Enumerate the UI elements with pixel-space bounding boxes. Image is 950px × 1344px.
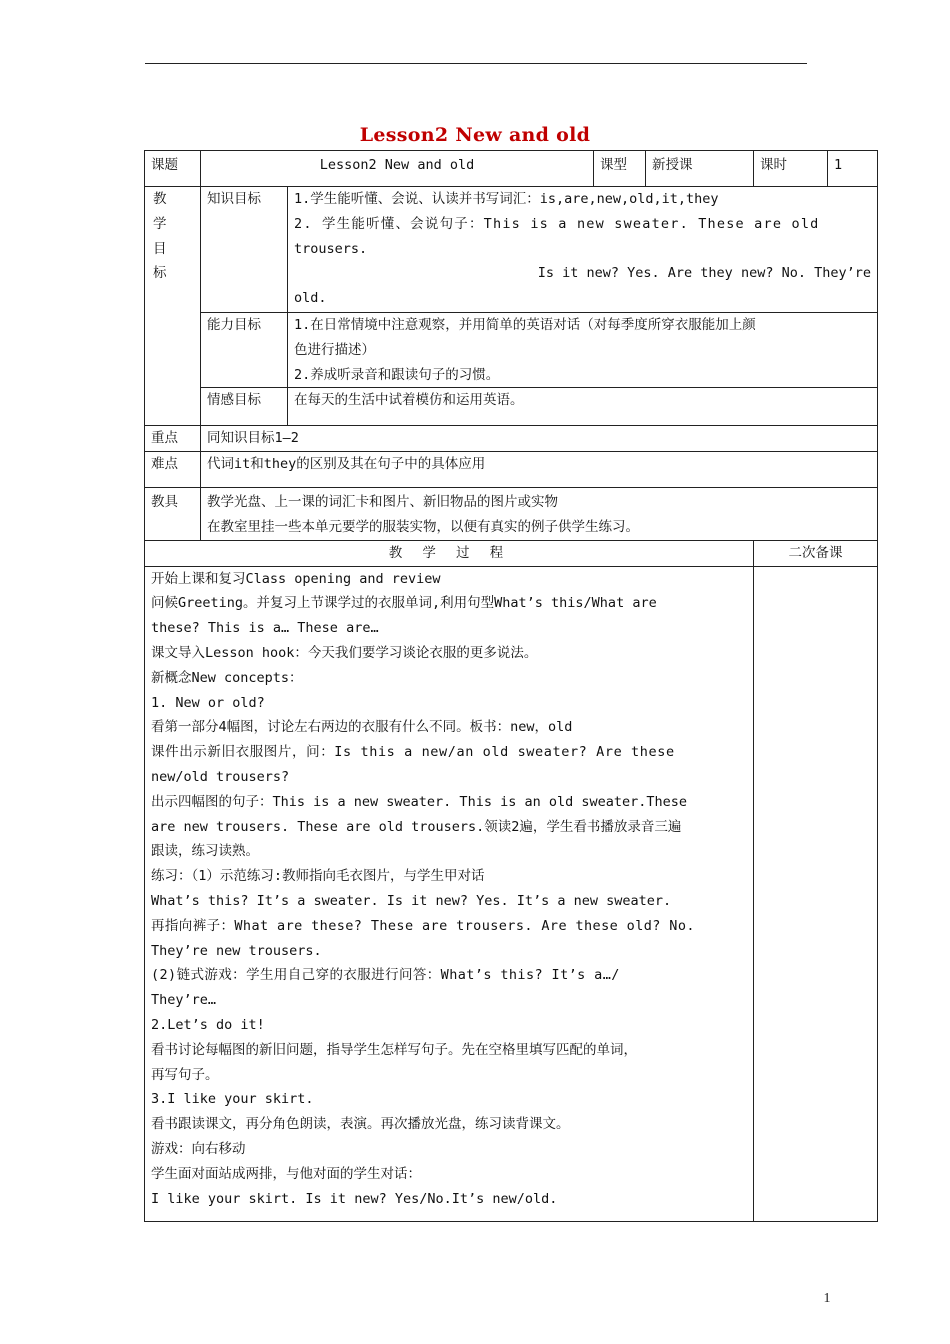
page-number: 1 [823, 1291, 831, 1306]
knowledge-line: 2. 学生能听懂、会说句子：This is a new sweater. These are old [294, 215, 820, 232]
ability-goal-content [288, 313, 878, 388]
process-line: 看第一部分4幅图，讨论左右两边的衣服有什么不同。板书：new，old [151, 719, 573, 736]
tools-line: 教学光盘、上一课的词汇卡和图片、新旧物品的图片或实物 [207, 494, 558, 511]
tools-line: 在教室里挂一些本单元要学的服装实物，以便有真实的例子供学生练习。 [207, 518, 639, 535]
knowledge-line: old. [294, 290, 327, 307]
process-line: 跟读，练习读熟。 [151, 843, 259, 860]
emotion-goal-label: 情感目标 [201, 388, 288, 426]
process-line: 游戏：向右移动 [151, 1140, 246, 1157]
header-rule [145, 63, 807, 64]
goals-char: 目 [153, 240, 167, 257]
process-line: 出示四幅图的句子：This is a new sweater. This is an old sweater.These [151, 793, 688, 810]
header-row [145, 151, 878, 187]
goals-char: 教 [153, 191, 167, 207]
process-line: (2)链式游戏：学生用自己穿的衣服进行问答：What’s this? It’s a…/ [151, 967, 620, 984]
key-point-row [145, 426, 878, 452]
key-point-label: 重点 [145, 426, 201, 452]
difficulty-label: 难点 [145, 452, 201, 488]
process-line: They’re new trousers. [151, 942, 322, 959]
tools-content [201, 488, 878, 541]
process-line: 3.I like your skirt. [151, 1091, 314, 1108]
key-point-value: 同知识目标1—2 [201, 426, 878, 452]
process-line: 学生面对面站成两排，与他对面的学生对话： [151, 1165, 421, 1182]
process-line: What’s this? It’s a sweater. Is it new? Yes. It’s a new sweater. [151, 892, 672, 909]
process-line: 再指向裤子：What are these? These are trousers. Are these old? No. [151, 917, 695, 934]
topic-label: 课题 [145, 151, 201, 187]
process-line: 课文导入Lesson hook：今天我们要学习谈论衣服的更多说法。 [151, 644, 538, 661]
ability-line: 1.在日常情境中注意观察，并用简单的英语对话（对每季度所穿衣服能加上颜 [294, 317, 756, 333]
tools-label: 教具 [145, 488, 201, 541]
process-line: I like your skirt. Is it new? Yes/No.It’s new/old. [151, 1190, 558, 1207]
process-heading: 教 学 过 程 [145, 540, 754, 566]
teaching-goals-label [145, 187, 201, 426]
process-line: 2.Let’s do it! [151, 1016, 265, 1033]
knowledge-goal-label: 知识目标 [201, 187, 288, 313]
emotion-goal-content: 在每天的生活中试着模仿和运用英语。 [288, 388, 878, 426]
type-value: 新授课 [646, 151, 754, 187]
process-heading-row [145, 540, 878, 566]
process-line: 再写句子。 [151, 1066, 219, 1083]
document-title: Lesson2 New and old [359, 124, 591, 146]
periods-value: 1 [828, 151, 878, 187]
ability-line: 2.养成听录音和跟读句子的习惯。 [294, 366, 500, 383]
goals-char: 标 [153, 265, 167, 282]
ability-goal-row [145, 313, 878, 388]
difficulty-value: 代词it和they的区别及其在句子中的具体应用 [201, 452, 878, 488]
goals-char: 学 [153, 215, 167, 232]
revision-heading: 二次备课 [754, 540, 878, 566]
process-row [145, 566, 878, 1221]
process-line: 看书跟读课文，再分角色朗读，表演。再次播放光盘，练习读背课文。 [151, 1116, 570, 1133]
lesson-plan-table [144, 150, 878, 1222]
periods-label: 课时 [754, 151, 828, 187]
knowledge-line: trousers. [294, 240, 368, 257]
emotion-goal-row [145, 388, 878, 426]
process-line: They’re… [151, 992, 217, 1009]
process-line: 问候Greeting。并复习上节课学过的衣服单词,利用句型What’s this/What are [151, 595, 657, 612]
process-line: 看书讨论每幅图的新旧问题，指导学生怎样写句子。先在空格里填写匹配的单词， [151, 1041, 637, 1058]
process-line: 1. New or old? [151, 694, 265, 711]
type-label: 课型 [594, 151, 646, 187]
knowledge-goal-content [288, 187, 878, 313]
ability-line: 色进行描述） [294, 341, 375, 358]
revision-notes-cell [754, 566, 878, 1221]
difficulty-row [145, 452, 878, 488]
process-line: these? This is a… These are… [151, 620, 379, 637]
process-line: 开始上课和复习Class opening and review [151, 570, 441, 587]
ability-goal-label: 能力目标 [201, 313, 288, 388]
knowledge-line: 1.学生能听懂、会说、认读并书写词汇：is,are,new,old,it,they [294, 191, 719, 207]
process-content [145, 566, 754, 1221]
process-line: are new trousers. These are old trousers.领读2遍，学生看书播放录音三遍 [151, 818, 682, 835]
process-line: 课件出示新旧衣服图片，问：Is this a new/an old sweater? Are these [151, 744, 675, 761]
process-line: 练习：（1）示范练习:教师指向毛衣图片，与学生甲对话 [151, 868, 485, 885]
process-line: new/old trousers? [151, 768, 290, 785]
knowledge-line: Is it new? Yes. Are they new? No. They’re [537, 265, 871, 282]
tools-row [145, 488, 878, 541]
process-line: 新概念New concepts： [151, 669, 303, 686]
topic-value: Lesson2 New and old [201, 151, 594, 187]
knowledge-goal-row [145, 187, 878, 313]
